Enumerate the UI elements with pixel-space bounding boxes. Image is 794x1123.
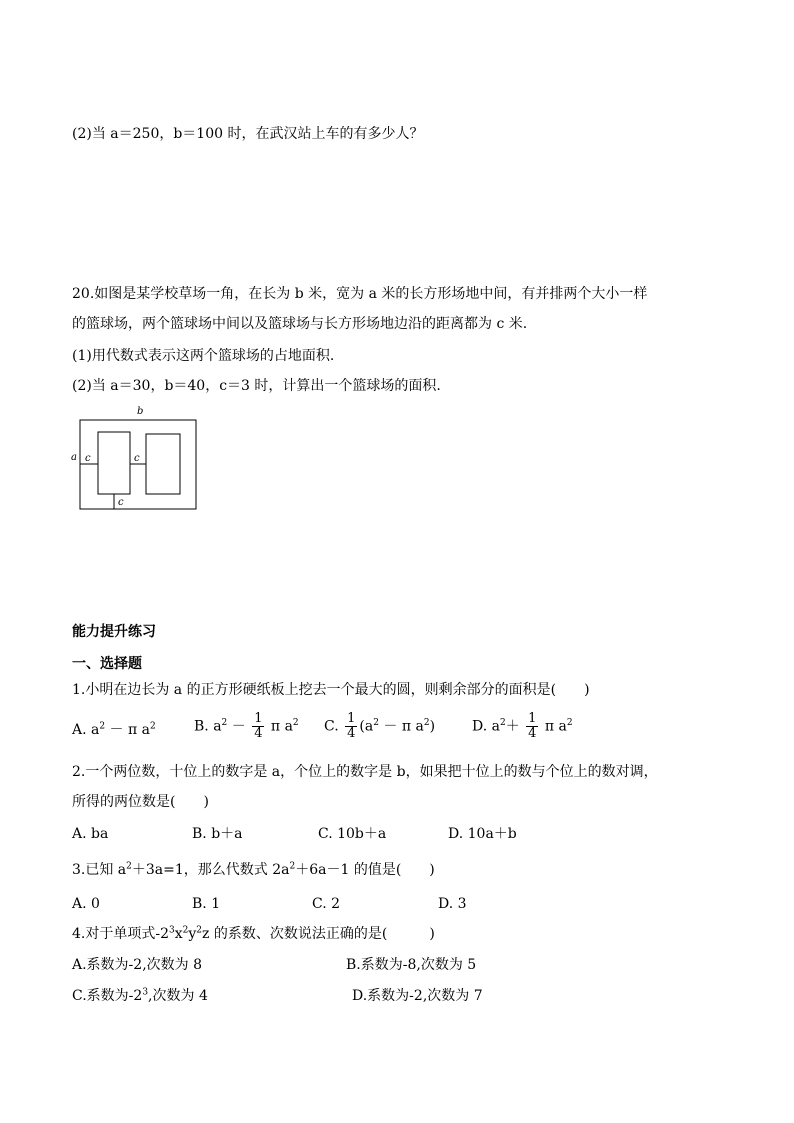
label-b: b bbox=[137, 406, 144, 417]
q2-line1: 2.一个两位数，十位上的数字是 a，个位上的数字是 b，如果把十位上的数与个位上的数对调， bbox=[72, 764, 658, 780]
section-subtitle: 一、选择题 bbox=[72, 656, 142, 672]
q3-stem: 3.已知 $a^2+3a=1$，那么代数式 $2a^2+6a-1$ 的值是( ) bbox=[72, 861, 435, 878]
label-c3: c bbox=[118, 497, 124, 508]
q2-option-a[interactable]: A. ba bbox=[72, 826, 109, 842]
q1-option-a[interactable]: A. $a^2 - \pi$ $a^2$ bbox=[72, 721, 156, 738]
q1-option-b[interactable]: B. $a^2$ － $\frac{1}{4}$ π $a^2$ bbox=[194, 711, 299, 741]
q3-option-b[interactable]: B. 1 bbox=[192, 896, 221, 912]
q1-stem: 1.小明在边长为 a 的正方形硬纸板上挖去一个最大的圆，则剩余部分的面积是( ) bbox=[72, 682, 590, 698]
label-a: a bbox=[71, 452, 77, 463]
q2-option-b[interactable]: B. b＋a bbox=[192, 826, 243, 842]
q20-part2: (2)当 a＝30，b＝40，c＝3 时，计算出一个篮球场的面积. bbox=[72, 378, 441, 394]
fraction-quarter: $\frac{1}{4}$ bbox=[528, 711, 537, 741]
q1-option-c[interactable]: C. $\frac{1}{4}$ ($a^2 - \pi$ $a^2$) bbox=[324, 711, 436, 741]
q20-line1: 20.如图是某学校草场一角，在长为 b 米，宽为 a 米的长方形场地中间，有并排两个大小一样 bbox=[72, 286, 648, 302]
q4-stem: 4.对于单项式$-2^3x^2y^2z$ 的系数、次数说法正确的是( ) bbox=[72, 925, 435, 942]
court-left bbox=[98, 432, 130, 494]
q2-line2: 所得的两位数是( ) bbox=[72, 794, 209, 810]
q3-option-c[interactable]: C. 2 bbox=[312, 896, 341, 912]
q20-part1: (1)用代数式表示这两个篮球场的占地面积. bbox=[72, 348, 335, 364]
label-c2: c bbox=[134, 453, 140, 464]
label-c1: c bbox=[85, 453, 91, 464]
q4-option-d[interactable]: D.系数为-2,次数为 7 bbox=[352, 988, 483, 1004]
q2-option-c[interactable]: C. 10b＋a bbox=[318, 826, 387, 842]
q2-option-d[interactable]: D. 10a＋b bbox=[448, 826, 517, 842]
basketball-court-diagram bbox=[70, 402, 210, 514]
q3-option-a[interactable]: A. 0 bbox=[72, 896, 100, 912]
q3-option-d[interactable]: D. 3 bbox=[438, 896, 467, 912]
q4-option-b[interactable]: B.系数为-8,次数为 5 bbox=[346, 957, 477, 973]
q1-option-d[interactable]: D. $a^2+$ $\frac{1}{4}$ π $a^2$ bbox=[472, 711, 573, 741]
q20-line2: 的篮球场，两个篮球场中间以及篮球场与长方形场地边沿的距离都为 c 米. bbox=[72, 316, 528, 332]
q4-option-c[interactable]: C.系数为$-2^3$,次数为 4 bbox=[72, 987, 208, 1004]
court-right bbox=[146, 434, 180, 494]
q4-option-a[interactable]: A.系数为-2,次数为 8 bbox=[72, 957, 203, 973]
q19-part2: (2)当 a＝250，b＝100 时，在武汉站上车的有多少人？ bbox=[72, 126, 424, 142]
section-title: 能力提升练习 bbox=[72, 624, 156, 640]
fraction-quarter: $\frac{1}{4}$ bbox=[254, 711, 263, 741]
fraction-quarter: $\frac{1}{4}$ bbox=[347, 711, 356, 741]
